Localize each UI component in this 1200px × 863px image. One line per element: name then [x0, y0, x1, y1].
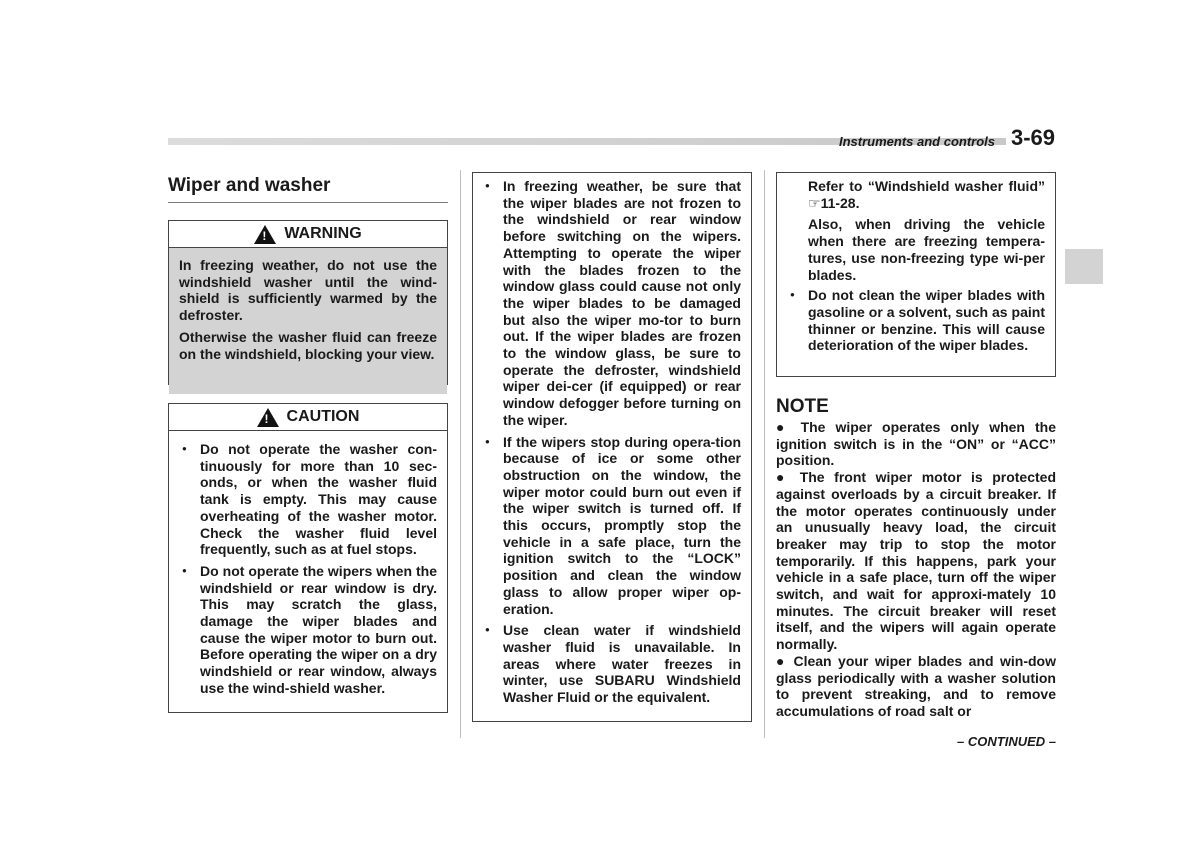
caution-continued-list-2: [787, 287, 1045, 354]
note-paragraph: ● The front wiper motor is protected against overloads by a circuit breaker. If the motor operates continuously under an unusually heavy load, the circuit breaker may trip to stop the motor temporarily. If this happens, park your vehicle in a safe place, turn off the wiper switch, and wait for approxi-mately 10 minutes. The circuit breaker will reset itself, and the wipers will again operate normally.: [776, 469, 1056, 653]
caution-list: [179, 441, 437, 697]
caution-icon: !: [257, 408, 279, 427]
caution-item: ● In freezing weather, be sure that the wiper blades are not frozen to the windshield or rear window before switching on the wipers. Attempting to operate the wiper with the blades frozen to the window glass could cause not only the wiper blades to be damaged but also the wiper mo-tor to burn out. If the wiper blades are frozen to the window glass, be sure to operate the defroster, windshield wiper dei-cer (if equipped) or rear window defogger before turning on the wiper.: [482, 178, 741, 429]
warning-paragraph: In freezing weather, do not use the windshield washer until the wind-shield is sufficiently warmed by the defroster.: [179, 257, 437, 324]
reference-icon: ☞: [808, 194, 821, 211]
caution-continued-box-2: [776, 172, 1056, 377]
warning-box: [168, 220, 448, 385]
warning-icon: !: [254, 225, 276, 244]
refer-block: [787, 178, 1045, 283]
also-paragraph: Also, when driving the vehicle when there are freezing tempera-tures, use non-freezing type wi-per blades.: [808, 216, 1045, 283]
column-divider: [764, 170, 765, 738]
note-paragraph: ● Clean your wiper blades and win-dow glass periodically with a washer solution to prevent streaking, and to remove accumulations of road salt or: [776, 652, 1056, 719]
refer-paragraph: [808, 178, 1045, 211]
section-name: Instruments and controls: [839, 134, 996, 149]
warning-body: [169, 248, 447, 394]
caution-header: [169, 404, 447, 431]
continued-label: – CONTINUED –: [957, 734, 1056, 749]
caution-continued-list: [482, 178, 741, 706]
column-divider: [460, 170, 461, 738]
refer-text: Refer to “Windshield washer fluid”: [808, 178, 1045, 194]
section-title: Wiper and washer: [168, 175, 448, 203]
caution-label: CAUTION: [286, 408, 360, 425]
note-paragraph: ● The wiper operates only when the ignition switch is in the “ON” or “ACC” position.: [776, 419, 1056, 469]
caution-box: [168, 403, 448, 713]
caution-body: [169, 431, 447, 697]
caution-item: ● Do not operate the wipers when the windshield or rear window is dry. This may scratch the glass, damage the wiper blades and cause the wiper motor to burn out. Before operating the wiper on a dry windshield or rear window, always use the wind-shield washer.: [179, 563, 437, 697]
caution-item: ● If the wipers stop during opera-tion because of ice or some other obstruction on the window, the wiper motor could burn out even if the wiper switch is turned off. If this occurs, promptly stop the vehicle in a safe place, turn the ignition switch to the “LOCK” position and clean the window glass to allow proper wiper op-eration.: [482, 434, 741, 618]
warning-label: WARNING: [284, 225, 362, 242]
warning-paragraph: Otherwise the washer fluid can freeze on the windshield, blocking your view.: [179, 328, 437, 362]
caution-item: ● Do not clean the wiper blades with gasoline or a solvent, such as paint thinner or benzine. This will cause deterioration of the wiper blades.: [787, 287, 1045, 354]
caution-item: ● Do not operate the washer con-tinuously for more than 10 sec-onds, or when the washer fluid tank is empty. This may cause overheating of the washer motor. Check the washer fluid level frequently, such as at fuel stops.: [179, 441, 437, 558]
refer-page: 11-28.: [820, 194, 860, 211]
caution-continued-box: [472, 172, 752, 722]
note-title: NOTE: [776, 396, 829, 417]
warning-header: [169, 221, 447, 248]
note-body: [776, 419, 1056, 720]
page-number: 3-69: [1011, 125, 1056, 150]
chapter-tab: [1065, 249, 1103, 284]
caution-item: ● Use clean water if windshield washer fluid is unavailable. In areas where water freezes in winter, use SUBARU Windshield Washer Fluid or the equivalent.: [482, 622, 741, 706]
